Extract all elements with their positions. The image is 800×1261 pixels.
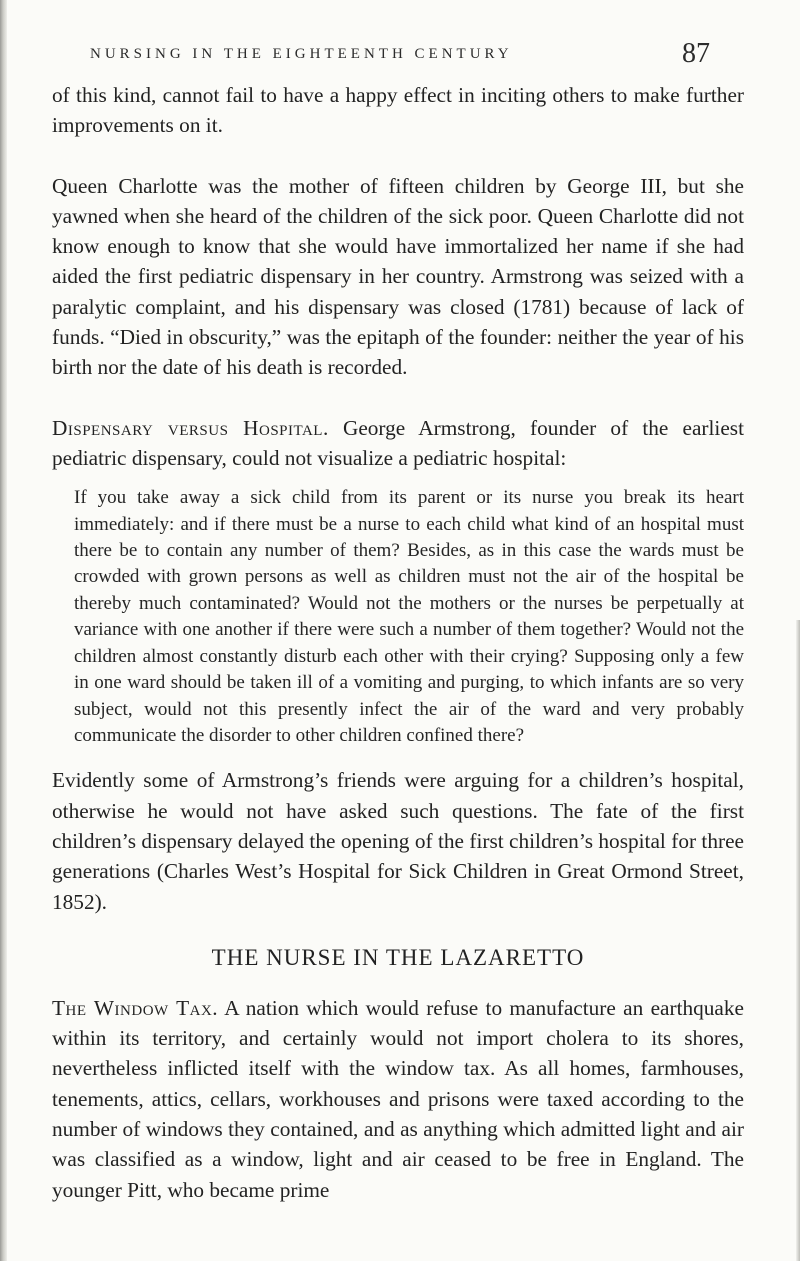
- window-tax-paragraph: [52, 993, 744, 1205]
- evidently-paragraph: Evidently some of Armstrong’s friends were arguing for a children’s hospital, otherwise he would not have asked such questions. The fate of the first children’s dispensary delayed the opening of the first children’s hospital for three generations (Charles West’s Hospital for Sick Children in Great Ormond Street, 1852).: [52, 768, 744, 914]
- queen-charlotte-paragraph: Queen Charlotte was the mother of fifteen children by George III, but she yawned when she heard of the children of the sick poor. Queen Charlotte did not know enough to know that she would have immortalized her name if she had aided the first pediatric dispensary in her country. Armstrong was seized with a paralytic complaint, and his dispensary was closed (1781) because of lack of funds. “Died in obscurity,” was the epitaph of the founder: neither the year of his birth nor the date of his death is recorded.: [52, 173, 744, 380]
- running-head-title: NURSING IN THE EIGHTEENTH CENTURY: [90, 46, 513, 62]
- dispensary-run-in-heading: Dispensary versus Hospital.: [52, 415, 329, 440]
- armstrong-quotation: If you take away a sick child from its parent or its nurse you break its heart immediately: and if there must be a nurse to each child what kind of an hospital must there be to contain any number of them? Besides, as in this case the wards must be crowded with grown persons as well as children must not the air of the hospital be thereby much contaminated? Would not the mothers or the nurses be perpetually at variance with one another if there were such a number of them together? Would not the children almost constantly disturb each other with their crying? Supposing only a few in one ward should be taken ill of a vomiting and purging, to which infants are so very subject, would not this presently infect the air of the ward and very probably communicate the disorder to other children confined there?: [74, 487, 744, 746]
- continuation-paragraph: of this kind, cannot fail to have a happy effect in inciting others to make further improvements on it.: [52, 83, 744, 138]
- section-heading: THE NURSE IN THE LAZARETTO: [211, 944, 585, 970]
- dispensary-paragraph-text: George Armstrong, founder of the earliest pediatric dispensary, could not visualize a pediatric hospital:: [52, 415, 745, 470]
- page-right-edge: [796, 620, 800, 1261]
- running-head: [52, 38, 744, 78]
- window-tax-paragraph-text: A nation which would refuse to manufacture an earthquake within its territory, and certainly would not import cholera to its shores, nevertheless inflicted itself with the window tax. As all homes, farmhouses, tenements, attics, cellars, workhouses and prisons were taxed according to the number of windows they contained, and as anything which admitted light and air was classified as a window, light and air ceased to be free in England. The younger Pitt, who became prime: [52, 995, 744, 1202]
- page-number: 87: [682, 38, 710, 69]
- window-tax-run-in-heading: The Window Tax.: [52, 995, 219, 1020]
- book-page: [52, 38, 744, 1205]
- dispensary-paragraph: [52, 413, 744, 474]
- page-binding-edge: [0, 0, 7, 1261]
